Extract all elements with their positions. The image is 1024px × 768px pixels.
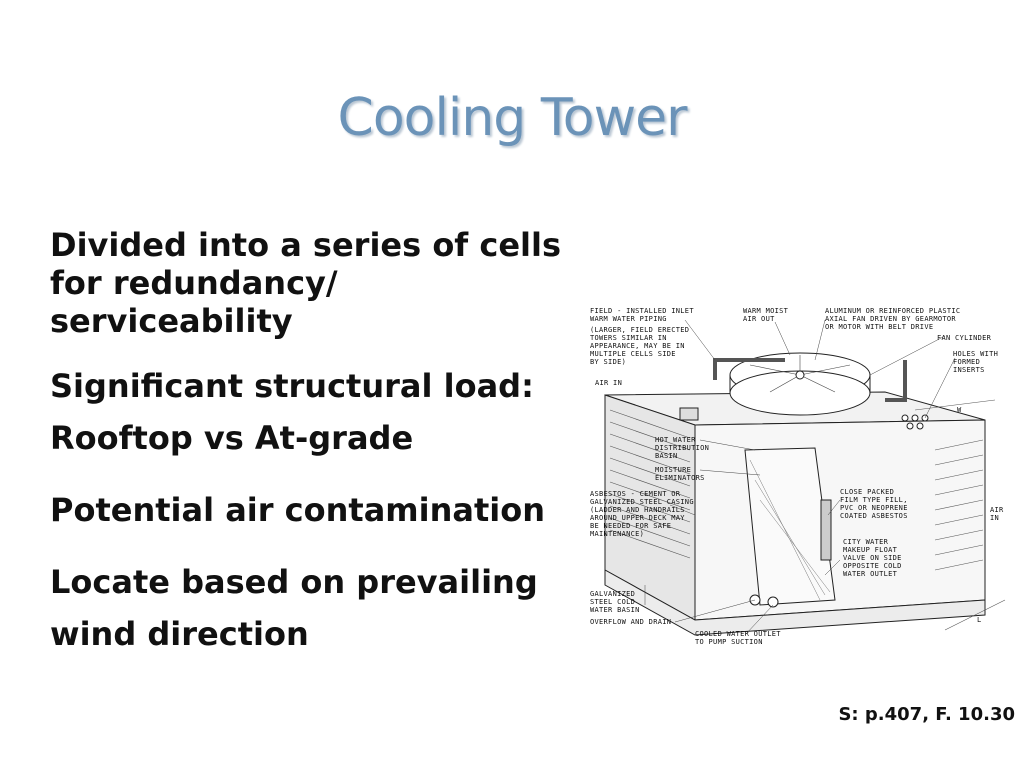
slide-title: Cooling Tower: [337, 88, 687, 148]
svg-text:W: W: [957, 406, 962, 414]
svg-text:AIR IN: AIR IN: [595, 379, 623, 387]
svg-text:OVERFLOW AND DRAIN: OVERFLOW AND DRAIN: [590, 618, 672, 626]
svg-text:COOLED WATER OUTLET: COOLED WATER OUTLET: [695, 630, 781, 638]
svg-text:ASBESTOS - CEMENT OR: ASBESTOS - CEMENT OR: [590, 490, 681, 498]
svg-text:TOWERS SIMILAR IN: TOWERS SIMILAR IN: [590, 334, 667, 342]
svg-text:BE NEEDED FOR SAFE: BE NEEDED FOR SAFE: [590, 522, 672, 530]
svg-text:WARM MOIST: WARM MOIST: [743, 307, 789, 315]
bullet-structural-load: Significant structural load: Rooftop vs At-grade: [50, 367, 534, 457]
svg-text:DISTRIBUTION: DISTRIBUTION: [655, 444, 710, 452]
cooling-tower-figure: [585, 300, 1015, 670]
svg-text:TO PUMP SUCTION: TO PUMP SUCTION: [695, 638, 763, 646]
bullet-list: [50, 226, 590, 660]
svg-text:BASIN: BASIN: [655, 452, 678, 460]
svg-text:COATED ASBESTOS: COATED ASBESTOS: [840, 512, 908, 520]
svg-text:APPEARANCE, MAY BE IN: APPEARANCE, MAY BE IN: [590, 342, 685, 350]
svg-text:FIELD - INSTALLED INLET: FIELD - INSTALLED INLET: [590, 307, 694, 315]
svg-text:MAINTENANCE): MAINTENANCE): [590, 530, 645, 538]
svg-text:MULTIPLE CELLS SIDE: MULTIPLE CELLS SIDE: [590, 350, 676, 358]
svg-text:AXIAL FAN DRIVEN BY GEARMOTOR: AXIAL FAN DRIVEN BY GEARMOTOR: [825, 315, 956, 323]
bullet-redundancy: Divided into a series of cells for redundancy/ serviceability: [50, 226, 562, 340]
svg-text:HOLES WITH: HOLES WITH: [953, 350, 999, 358]
svg-text:WARM WATER PIPING: WARM WATER PIPING: [590, 315, 667, 323]
svg-text:CLOSE PACKED: CLOSE PACKED: [840, 488, 895, 496]
svg-text:VALVE ON SIDE: VALVE ON SIDE: [843, 554, 902, 562]
svg-text:CITY WATER: CITY WATER: [843, 538, 889, 546]
svg-text:BY SIDE): BY SIDE): [590, 358, 627, 366]
svg-text:FAN CYLINDER: FAN CYLINDER: [937, 334, 992, 342]
svg-text:IN: IN: [990, 514, 1000, 522]
svg-text:WATER OUTLET: WATER OUTLET: [843, 570, 898, 578]
svg-text:ELIMINATORS: ELIMINATORS: [655, 474, 705, 482]
svg-text:WATER BASIN: WATER BASIN: [590, 606, 640, 614]
svg-text:(LARGER, FIELD ERECTED: (LARGER, FIELD ERECTED: [590, 326, 690, 334]
bullet-wind-direction: Locate based on prevailing wind direction: [50, 563, 538, 653]
svg-text:OPPOSITE COLD: OPPOSITE COLD: [843, 562, 902, 570]
svg-text:OR MOTOR WITH BELT DRIVE: OR MOTOR WITH BELT DRIVE: [825, 323, 934, 331]
source-citation: S: p.407, F. 10.30: [838, 704, 1015, 725]
svg-text:FILM TYPE FILL,: FILM TYPE FILL,: [840, 496, 908, 504]
svg-text:STEEL COLD: STEEL COLD: [590, 598, 636, 606]
svg-text:INSERTS: INSERTS: [953, 366, 985, 374]
svg-text:AIR OUT: AIR OUT: [743, 315, 775, 323]
svg-text:AROUND UPPER DECK MAY: AROUND UPPER DECK MAY: [590, 514, 685, 522]
svg-text:PVC OR NEOPRENE: PVC OR NEOPRENE: [840, 504, 908, 512]
svg-text:(LADDER AND HANDRAILS: (LADDER AND HANDRAILS: [590, 506, 685, 514]
svg-text:ALUMINUM OR REINFORCED PLASTIC: ALUMINUM OR REINFORCED PLASTIC: [825, 307, 961, 315]
svg-text:GALVANIZED: GALVANIZED: [590, 590, 636, 598]
svg-text:AIR: AIR: [990, 506, 1004, 514]
svg-text:HOT WATER: HOT WATER: [655, 436, 696, 444]
svg-text:MOISTURE: MOISTURE: [655, 466, 692, 474]
svg-text:GALVANIZED STEEL CASING: GALVANIZED STEEL CASING: [590, 498, 694, 506]
svg-text:FORMED: FORMED: [953, 358, 981, 366]
bullet-air-contamination: Potential air contamination: [50, 491, 546, 529]
svg-text:MAKEUP FLOAT: MAKEUP FLOAT: [843, 546, 898, 554]
cooling-tower-diagram: [585, 300, 1015, 670]
svg-text:L: L: [977, 616, 982, 624]
